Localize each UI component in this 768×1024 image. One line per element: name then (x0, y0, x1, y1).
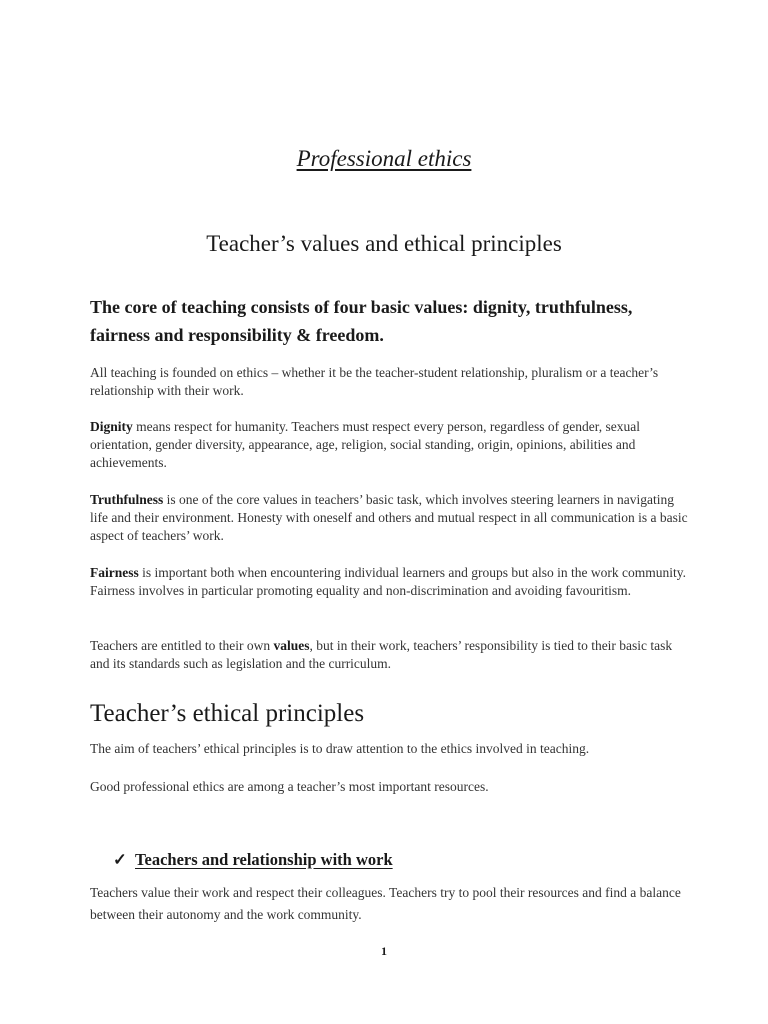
aim-paragraph: The aim of teachers’ ethical principles is to draw attention to the ethics involved in teaching. (90, 741, 590, 756)
values-paragraph (90, 637, 690, 673)
checklist-heading-label: Teachers and relationship with work (135, 850, 393, 869)
checkmark-icon: ✓ (113, 850, 127, 869)
values-text-after: , but in their work, teachers’ responsibility is tied to their basic task and its standards such as legislation and the curriculum. (90, 638, 673, 671)
dignity-text: means respect for humanity. Teachers must respect every person, regardless of gender, sexual orientation, gender diversity, appearance, age, religion, social standing, origin, opinions, abilities and achievements. (90, 419, 640, 470)
truthfulness-paragraph (90, 491, 690, 545)
page-number: 1 (381, 944, 387, 958)
intro-paragraph: All teaching is founded on ethics – whether it be the teacher-student relationship, pluralism or a teacher’s relationship with their work. (90, 365, 659, 398)
truthfulness-text: is one of the core values in teachers’ basic task, which involves steering learners in navigating life and their environment. Honesty with oneself and others and mutual respect in all communication is a basic aspect of teachers’ work. (90, 492, 688, 543)
work-paragraph: Teachers value their work and respect their colleagues. Teachers try to pool their resources and find a balance between their autonomy and the work community. (90, 885, 681, 922)
document-title: Professional ethics (296, 146, 472, 171)
fairness-term: Fairness (90, 565, 139, 580)
values-term: values (273, 638, 310, 653)
fairness-paragraph (90, 564, 690, 600)
resources-paragraph: Good professional ethics are among a teacher’s most important resources. (90, 779, 489, 794)
section-heading: Teacher’s ethical principles (90, 700, 365, 727)
dignity-paragraph (90, 418, 690, 472)
core-values-statement: The core of teaching consists of four basic values: dignity, truthfulness, fairness and responsibility & freedom. (90, 297, 633, 345)
checklist-heading (113, 850, 393, 870)
truthfulness-term: Truthfulness (90, 492, 164, 507)
document-subtitle: Teacher’s values and ethical principles (206, 231, 562, 256)
values-text-before: Teachers are entitled to their own (90, 638, 274, 653)
dignity-term: Dignity (90, 419, 133, 434)
fairness-text: is important both when encountering individual learners and groups but also in the work community. Fairness involves in particular promoting equality and non-discrimination and avoiding favouritism. (90, 565, 687, 598)
